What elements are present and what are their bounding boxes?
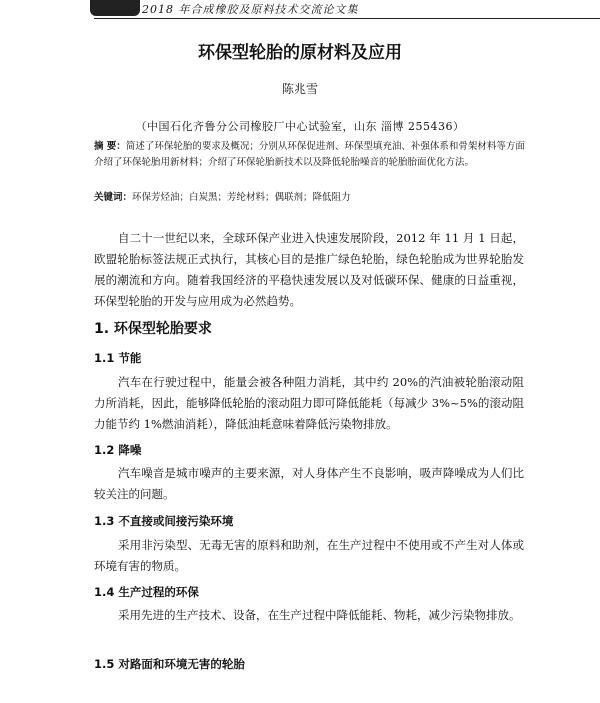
keywords-label: 关键词：	[94, 192, 133, 203]
section-1-3-heading: 1.3 不直接或间接污染环境	[94, 514, 234, 528]
intro-paragraph: 自二十一世纪以来，全球环保产业进入快速发展阶段，2012 年 11 月 1 日起，欧盟轮胎标签法规正式执行，其核心目的是推广绿色轮胎，绿色轮胎成为世界轮胎发展的潮流和方向。随着我国经济的平稳快速发展以及对低碳环保、健康的日益重视，环保型轮胎的开发与应用成为必然趋势。	[94, 231, 524, 308]
section-1-3-text: 采用非污染型、无毒无害的原料和助剂，在生产过程中不使用或不产生对人体或环境有害的物质。	[94, 538, 524, 573]
abstract-label: 摘 要：	[94, 141, 126, 152]
section-1-5-heading: 1.5 对路面和环境无害的轮胎	[94, 657, 245, 671]
section-1-4-text: 采用先进的生产技术、设备，在生产过程中降低能耗、物耗，减少污染物排放。	[118, 608, 521, 622]
keywords	[94, 191, 526, 205]
section-1-1-heading: 1.1 节能	[94, 351, 142, 365]
abstract-text: 简述了环保轮胎的要求及概况；分别从环保促进剂、环保型填充油、补强体系和骨架材料等方面介绍了环保轮胎用新材料；介绍了环保轮胎新技术以及降低轮胎噪音的轮胎胎面优化方法。	[94, 141, 525, 168]
author-name: 陈兆雪	[281, 82, 318, 96]
header-text: 2018 年合成橡胶及原料技术交流论文集	[142, 3, 359, 16]
section-1-1-text: 汽车在行驶过程中，能量会被各种阻力消耗，其中约 20%的汽油被轮胎滚动阻力所消耗，因此，能够降低轮胎的滚动阻力即可降低能耗（每减少 3%~5%的滚动阻力能节约 1%燃油消耗），降低油耗意味着降低污染物排放。	[94, 375, 524, 431]
affiliation: （中国石化齐鲁分公司橡胶厂中心试验室，山东 淄博 255436）	[135, 120, 465, 133]
keywords-text: 环保芳烃油；白炭黑；芳纶材料；偶联剂；降低阻力	[132, 192, 351, 203]
running-header	[94, 0, 600, 19]
paper-title: 环保型轮胎的原材料及应用	[198, 43, 402, 63]
abstract	[94, 139, 526, 171]
journal-logo	[90, 0, 140, 16]
section-1-2-heading: 1.2 降噪	[94, 443, 142, 457]
section-1-4-heading: 1.4 生产过程的环保	[94, 585, 199, 599]
section-1-heading: 1. 环保型轮胎要求	[94, 321, 212, 337]
section-1-2-text: 汽车噪音是城市噪声的主要来源，对人身体产生不良影响，吸声降噪成为人们比较关注的问题。	[94, 466, 524, 501]
